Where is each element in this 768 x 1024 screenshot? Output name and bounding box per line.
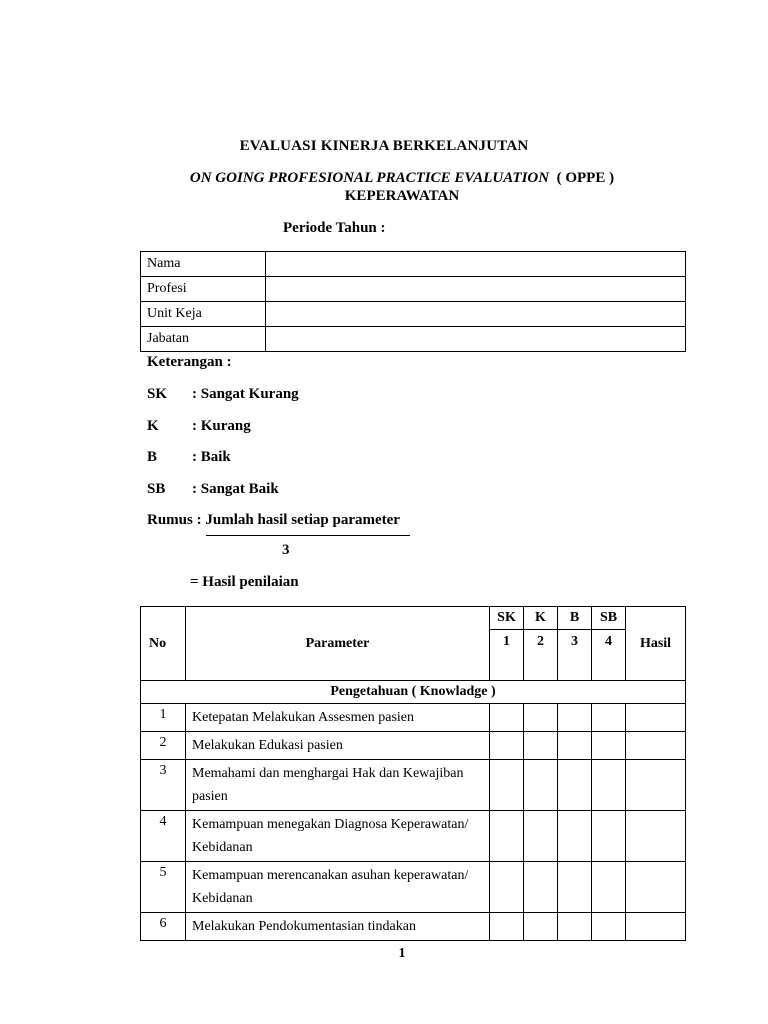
score-cell-sk[interactable] (490, 862, 524, 913)
header-score-code: SB (592, 607, 626, 630)
document-subtitle (0, 170, 768, 187)
row-number: 3 (141, 760, 186, 811)
score-cell-sb[interactable] (592, 704, 626, 732)
identity-row (141, 302, 686, 327)
score-cell-sb[interactable] (592, 760, 626, 811)
formula-result: = Hasil penilaian (190, 574, 299, 590)
identity-value-field[interactable] (266, 252, 686, 277)
hasil-cell[interactable] (626, 760, 686, 811)
score-cell-b[interactable] (558, 811, 592, 862)
score-cell-k[interactable] (524, 760, 558, 811)
header-score-code: SK (490, 607, 524, 630)
header-score-code: K (524, 607, 558, 630)
score-cell-sb[interactable] (592, 862, 626, 913)
identity-table (140, 251, 686, 352)
hasil-cell[interactable] (626, 704, 686, 732)
fraction-line (206, 535, 410, 536)
legend-desc: : Sangat Kurang (192, 386, 299, 402)
identity-label: Profesi (141, 277, 266, 302)
page-number: 1 (398, 946, 406, 961)
row-parameter: Melakukan Pendokumentasian tindakan (186, 913, 490, 941)
identity-row (141, 327, 686, 352)
formula-numerator: Jumlah hasil setiap parameter (205, 512, 400, 528)
score-cell-sk[interactable] (490, 913, 524, 941)
legend-title: Keterangan : (147, 354, 232, 370)
header-score-value: 3 (558, 630, 592, 681)
section-title: Pengetahuan ( Knowladge ) (141, 681, 686, 704)
evaluation-table (140, 606, 686, 941)
subtitle-tail: ( OPPE ) (556, 170, 615, 186)
identity-label: Nama (141, 252, 266, 277)
identity-row (141, 277, 686, 302)
score-cell-b[interactable] (558, 704, 592, 732)
header-score-code: B (558, 607, 592, 630)
row-number: 5 (141, 862, 186, 913)
score-cell-sb[interactable] (592, 811, 626, 862)
hasil-cell[interactable] (626, 913, 686, 941)
legend-abbr: K (147, 418, 159, 434)
header-score-value: 4 (592, 630, 626, 681)
document-subtitle-line2: KEPERAWATAN (344, 188, 460, 204)
identity-value-field[interactable] (266, 327, 686, 352)
row-parameter: Kemampuan merencanakan asuhan keperawatan/ Kebidanan (186, 862, 490, 913)
legend-abbr: SK (147, 386, 168, 402)
score-cell-sk[interactable] (490, 811, 524, 862)
row-number: 2 (141, 732, 186, 760)
legend-desc: : Kurang (192, 418, 251, 434)
score-cell-b[interactable] (558, 913, 592, 941)
score-cell-b[interactable] (558, 760, 592, 811)
legend-abbr: B (147, 449, 158, 465)
row-parameter: Ketepatan Melakukan Assesmen pasien (186, 704, 490, 732)
legend-abbr: SB (147, 481, 166, 497)
table-row (141, 913, 686, 941)
table-header-row-1 (141, 607, 686, 630)
row-parameter: Kemampuan menegakan Diagnosa Keperawatan/ Kebidanan (186, 811, 490, 862)
formula-denominator: 3 (282, 542, 290, 558)
table-row (141, 704, 686, 732)
table-row (141, 760, 686, 811)
score-cell-k[interactable] (524, 704, 558, 732)
table-row (141, 732, 686, 760)
header-no: No (141, 607, 186, 681)
score-cell-b[interactable] (558, 732, 592, 760)
row-number: 1 (141, 704, 186, 732)
identity-value-field[interactable] (266, 302, 686, 327)
score-cell-sb[interactable] (592, 732, 626, 760)
identity-label: Jabatan (141, 327, 266, 352)
subtitle-italic: ON GOING PROFESIONAL PRACTICE EVALUATION (189, 170, 550, 186)
formula (147, 512, 400, 529)
row-parameter: Memahami dan menghargai Hak dan Kewajiban pasien (186, 760, 490, 811)
row-number: 4 (141, 811, 186, 862)
score-cell-sk[interactable] (490, 760, 524, 811)
header-parameter: Parameter (186, 607, 490, 681)
header-score-value: 1 (490, 630, 524, 681)
score-cell-k[interactable] (524, 811, 558, 862)
table-row (141, 811, 686, 862)
formula-label: Rumus : (147, 512, 202, 528)
legend-desc: : Sangat Baik (192, 481, 279, 497)
hasil-cell[interactable] (626, 732, 686, 760)
score-cell-sb[interactable] (592, 913, 626, 941)
section-row (141, 681, 686, 704)
score-cell-b[interactable] (558, 862, 592, 913)
hasil-cell[interactable] (626, 811, 686, 862)
score-cell-k[interactable] (524, 862, 558, 913)
header-score-value: 2 (524, 630, 558, 681)
row-parameter: Melakukan Edukasi pasien (186, 732, 490, 760)
table-row (141, 862, 686, 913)
row-number: 6 (141, 913, 186, 941)
period-label: Periode Tahun : (283, 220, 386, 236)
score-cell-k[interactable] (524, 913, 558, 941)
score-cell-sk[interactable] (490, 732, 524, 760)
legend-desc: : Baik (192, 449, 231, 465)
hasil-cell[interactable] (626, 862, 686, 913)
identity-value-field[interactable] (266, 277, 686, 302)
score-cell-sk[interactable] (490, 704, 524, 732)
score-cell-k[interactable] (524, 732, 558, 760)
identity-row (141, 252, 686, 277)
document-title: EVALUASI KINERJA BERKELANJUTAN (239, 138, 529, 154)
identity-label: Unit Keja (141, 302, 266, 327)
header-hasil: Hasil (626, 607, 686, 681)
